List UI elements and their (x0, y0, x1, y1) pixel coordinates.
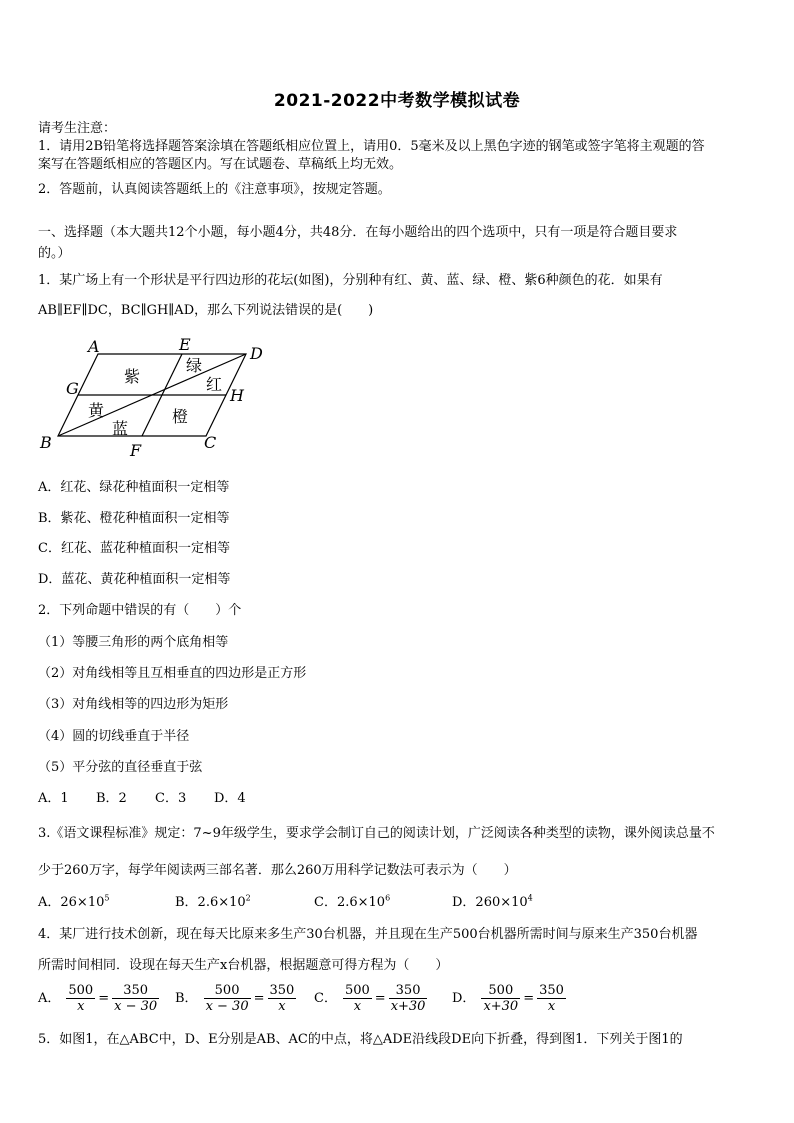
q2-item-4: （4）圆的切线垂直于半径 (38, 729, 190, 744)
q4-stem-line2: 所需时间相同．设现在每天生产x台机器，根据题意可得方程为（ ） (38, 958, 449, 973)
q1-stem-line1: 1．某广场上有一个形状是平行四边形的花坛(如图)，分别种有红、黄、蓝、绿、橙、紫6种颜色的花．如果有 (38, 273, 663, 288)
vertex-f: F (130, 441, 142, 460)
q3-option-d: D．$260\times 10^4$ (452, 893, 533, 910)
q1-option-a: A．红花、绿花种植面积一定相等 (38, 480, 230, 495)
fraction: $\frac{350}{x}$ (539, 983, 564, 1014)
vertex-e: E (179, 336, 191, 354)
q1-option-c: C．红花、蓝花种植面积一定相等 (38, 541, 230, 556)
region-blue: 蓝 (112, 419, 129, 438)
q1-parallelogram-figure (36, 336, 276, 466)
notice-heading: 请考生注意： (38, 121, 117, 136)
page-title: 2021-2022中考数学模拟试卷 (273, 91, 521, 111)
fraction: $\frac{350}{x}$ (269, 983, 295, 1014)
q2-item-1: （1）等腰三角形的两个底角相等 (38, 635, 229, 650)
q1-option-d: D．蓝花、黄花种植面积一定相等 (38, 572, 231, 587)
q3-stem-line2: 少于260万字，每学年阅读两三部名著．那么260万用科学记数法可表示为（ ） (38, 863, 517, 878)
q4-option-c: C． $\frac{500}{x}$ = $\frac{350}{x+30}$ (314, 983, 426, 1014)
notice-item-1b: 案写在答题纸相应的答题区内。写在试题卷、草稿纸上均无效。 (38, 157, 403, 172)
q3-option-b: B．$2.6\times 10^2$ (175, 893, 251, 910)
q2-item-5: （5）平分弦的直径垂直于弦 (38, 760, 203, 775)
q3-stem-line1: 3.《语文课程标准》规定：7~9年级学生，要求学会制订自己的阅读计划，广泛阅读各种类型的读物，课外阅读总量不 (38, 826, 715, 841)
region-purple: 紫 (124, 367, 141, 386)
region-red: 红 (206, 375, 223, 394)
q4-option-d: D． $\frac{500}{x+30}$ = $\frac{350}{x}$ (452, 983, 564, 1014)
vertex-c: C (204, 433, 217, 452)
vertex-a: A (88, 337, 100, 356)
q4-option-a: A． $\frac{500}{x}$ = $\frac{350}{x - 30}$ (38, 983, 158, 1014)
region-yellow: 黄 (88, 401, 105, 420)
q4-option-b: B． $\frac{500}{x - 30}$ = $\frac{350}{x}$ (175, 983, 295, 1014)
vertex-h: H (230, 386, 244, 405)
vertex-g: G (66, 379, 79, 398)
fraction: $\frac{500}{x}$ (68, 983, 94, 1014)
fraction: $\frac{500}{x+30}$ (483, 983, 519, 1014)
q1-option-b: B．紫花、橙花种植面积一定相等 (38, 511, 230, 526)
q2-item-3: （3）对角线相等的四边形为矩形 (38, 697, 229, 712)
q2-option-a: A．1 (38, 791, 69, 806)
q1-stem-line2: AB∥EF∥DC，BC∥GH∥AD，那么下列说法错误的是( ) (38, 303, 374, 318)
fraction: $\frac{500}{x - 30}$ (205, 983, 249, 1014)
q3-option-c: C．$2.6\times 10^6$ (314, 893, 391, 910)
region-green: 绿 (186, 356, 203, 375)
notice-item-2: 2．答题前，认真阅读答题纸上的《注意事项》，按规定答题。 (38, 182, 391, 197)
q3-option-a: A．$26\times 10^5$ (38, 893, 110, 910)
q2-option-b: B．2 (96, 791, 127, 806)
section-heading-line1: 一、选择题（本大题共12个小题，每小题4分，共48分．在每小题给出的四个选项中，只有一项是符合题目要求 (38, 225, 678, 240)
notice-item-1a: 1．请用2B铅笔将选择题答案涂填在答题纸相应位置上，请用0．5毫米及以上黑色字迹的钢笔或签字笔将主观题的答 (38, 139, 705, 154)
vertex-d: D (250, 344, 263, 363)
fraction: $\frac{350}{x - 30}$ (114, 983, 158, 1014)
fraction: $\frac{500}{x}$ (344, 983, 370, 1014)
vertex-b: B (40, 433, 52, 452)
q5-stem-line1: 5．如图1，在△ABC中，D、E分别是AB、AC的中点，将△ADE沿线段DE向下折叠，得到图1．下列关于图1的 (38, 1032, 683, 1047)
section-heading-line2: 的。） (38, 246, 71, 261)
region-orange: 橙 (172, 407, 189, 426)
parallelogram-diagram (36, 336, 276, 466)
q2-item-2: （2）对角线相等且互相垂直的四边形是正方形 (38, 666, 307, 681)
q2-option-c: C．3 (155, 791, 187, 806)
fraction: $\frac{350}{x+30}$ (390, 983, 426, 1014)
q4-stem-line1: 4．某厂进行技术创新，现在每天比原来多生产30台机器，并且现在生产500台机器所需时间与原来生产350台机器 (38, 927, 698, 942)
q2-option-d: D．4 (214, 791, 246, 806)
q2-stem: 2．下列命题中错误的有（ ）个 (38, 603, 242, 618)
